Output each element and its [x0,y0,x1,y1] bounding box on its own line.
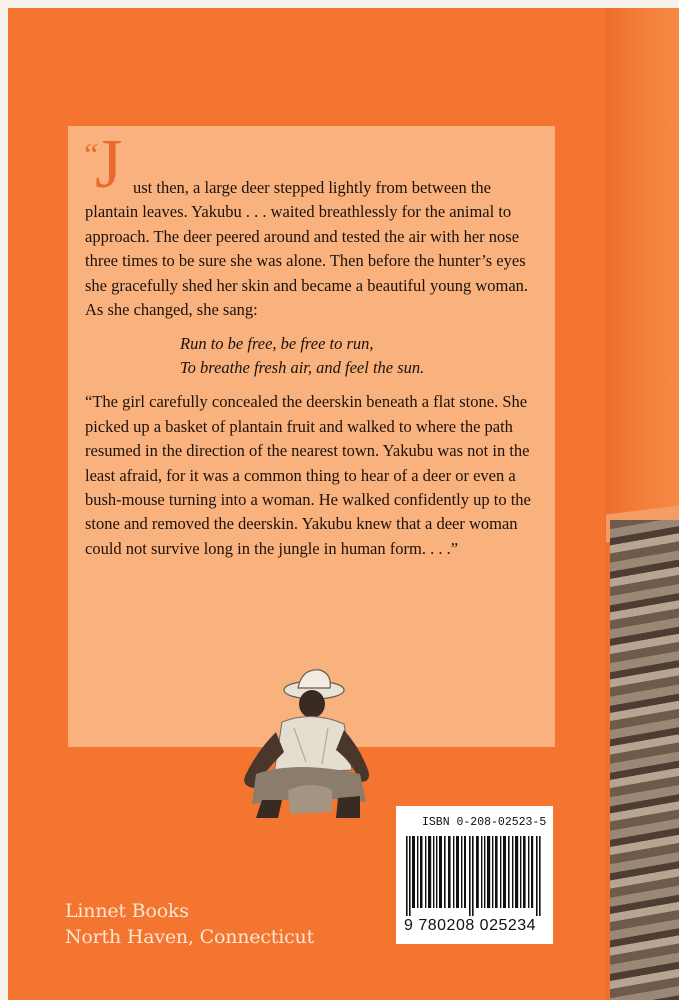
barcode-bars [406,836,542,916]
verse-line-1: Run to be free, be free to run, [180,334,374,354]
song-verse [180,332,535,380]
verse-line-2: To breathe fresh air, and feel the sun. [180,358,425,378]
excerpt-text [81,126,535,561]
barcode-label [396,806,553,944]
barcode-digits: 9 780208 025234 [404,917,537,934]
excerpt-paragraph-2: “The girl carefully concealed the deerskin beneath a flat stone. She picked up a basket of plantain fruit and walked to where the path resumed in the direction of the nearest town. Yakubu was not in the least afraid, for it was a common thing to hear of a deer or even a bush-mouse turning into a woman. He walked confidently up to the stone and removed the deerskin. Yakubu knew that a deer woman could not survive long in the jungle in human form. . . .” [85,392,531,558]
photo-edge-image [610,520,679,1000]
excerpt-paragraph-1: ust then, a large deer stepped lightly from between the plantain leaves. Yakubu . . . waited breathlessly for the animal to approach. The deer peered around and tested the air with her nose three times to be sure she was alone. Then before the hunter’s eyes she gracefully shed her skin and became a beautiful young woman. As she changed, she sang: [85,178,529,320]
publisher-location: North Haven, Connecticut [65,926,315,948]
opening-quote-mark: “ [81,136,99,172]
isbn-text: ISBN 0-208-02523-5 [422,816,547,829]
publisher-name: Linnet Books [65,900,189,922]
drop-cap-letter: J [95,126,123,203]
seated-man-illustration [236,662,376,820]
publisher-imprint [65,898,314,950]
